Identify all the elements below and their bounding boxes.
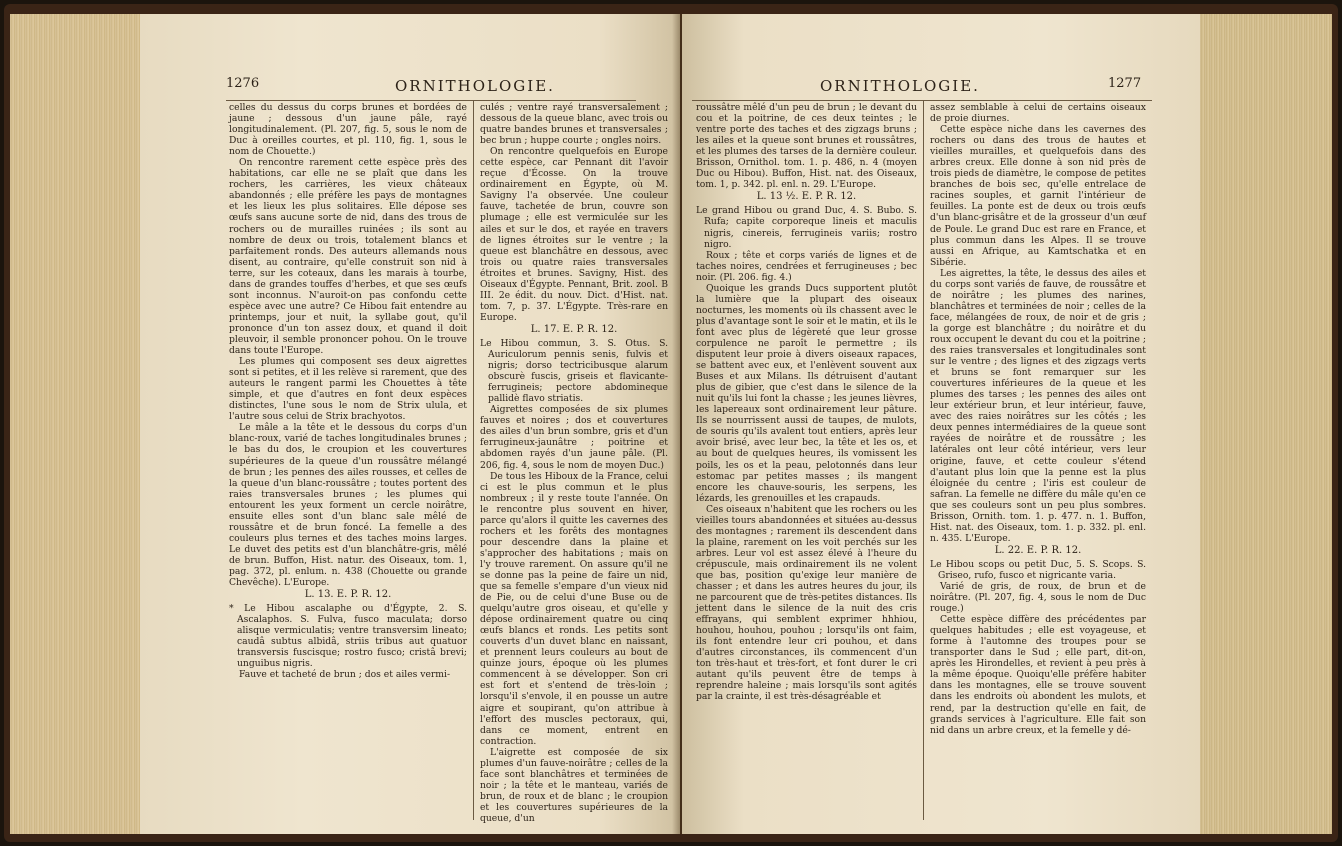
paragraph: Cette espèce niche dans les cavernes des rochers ou dans des trous de hautes et vieilles murailles, et quelquefois dans des arbres creux. Elle donne à son nid près de trois pieds de diamètre, le compose de petites branches de bois sec, qu'elle entrelace de racines souples, et garnit l'intérieur de feuilles. La ponte est de deux ou trois œufs d'un blanc-grisâtre et de la grosseur d'un œuf de Poule. Le grand Duc est rare en France, et plus commun dans les Alpes. Il se trouve aussi en Afrique, au Kamtschatka et en Sibérie. bbox=[930, 124, 1146, 268]
paragraph: Les aigrettes, la tête, le dessus des ailes et du corps sont variés de fauve, de roussâtre et de noirâtre ; les plumes des narines, blanchâtres et terminées de noir ; celles de la face, mélangées de roux, de noir et de gris ; la gorge est blanchâtre ; du noirâtre et du roux occupent le devant du cou et la poitrine ; des raies transversales et longitudinales sont sur le ventre ; des lignes et des zigzags verts et bruns se font remarquer sur les couvertures inférieures de la queue et les plumes des tarses ; les pennes des ailes ont leur extérieur brun, et leur intérieur, fauve, avec des raies noirâtres sur les côtés ; les deux pennes intermédiaires de la queue sont rayées de noirâtre et de roussâtre ; les latérales ont leur côté intérieur, vers leur origine, fauve, et cette couleur s'étend d'autant plus loin que la penne est la plus éloignée du centre ; l'iris est couleur de safran. La femelle ne diffère du mâle qu'en ce que ses couleurs sont un peu plus sombres. Brisson, Ornith. tom. 1. p. 477. n. 1. Buffon, Hist. nat. des Oiseaux, tom. 1. p. 332. pl. enl. n. 435. L'Europe. bbox=[930, 267, 1146, 544]
paragraph: Roux ; tête et corps variés de lignes et de taches noires, cendrées et ferrugineuses ; bec noir. (Pl. 206. fig. 4.) bbox=[696, 249, 917, 283]
paragraph: Fauve et tacheté de brun ; dos et ailes vermi- bbox=[239, 669, 451, 681]
paragraph: Aigrettes composées de six plumes fauves et noires ; dos et couvertures des ailes d'un brun sombre, gris et d'un ferrugineux-jaunâtre ; poitrine et abdomen rayés d'un jaune pâle. (Pl. 206, fig. 4, sous le nom de moyen Duc.) bbox=[480, 404, 668, 471]
measurement-line: L. 22. E. P. R. 12. bbox=[994, 544, 1082, 556]
paragraph: assez semblable à celui de certains oiseaux de proie diurnes. bbox=[930, 102, 1146, 125]
left-page bbox=[140, 14, 680, 834]
page-number: 1277 bbox=[1108, 76, 1142, 91]
paragraph: culés ; ventre rayé transversalement ; dessous de la queue blanc, avec trois ou quatre bandes brunes et transversales ; bec brun ; huppe courte ; ongles noirs. bbox=[480, 102, 668, 147]
running-head: ORNITHOLOGIE. bbox=[395, 77, 555, 95]
column-rule bbox=[923, 100, 924, 820]
species-entry: Le Hibou scops ou petit Duc, 5. S. Scops. S. Griseo, rufo, fusco et nigricante varia. bbox=[930, 558, 1146, 581]
species-entry: Le Hibou commun, 3. S. Otus. S. Auriculorum pennis senis, fulvis et nigris; dorso tectricibusque alarum obscurè fuscis, griseis et flavicante-ferrugineis; pectore abdomineque pallidè flavo striatis. bbox=[480, 337, 668, 405]
left-column-1 bbox=[229, 102, 467, 680]
header-rule bbox=[226, 100, 636, 101]
left-page-edges bbox=[10, 14, 140, 834]
paragraph: De tous les Hiboux de la France, celui ci est le plus commun et le plus nombreux ; il y reste toute l'année. On le rencontre plus souvent en hiver, parce qu'alors il quitte les cavernes des rochers et les forêts des montagnes pour descendre dans la plaine et s'approcher des habitations ; mais on l'y trouve rarement. On assure qu'il ne se donne pas la peine de faire un nid, que sa femelle s'empare d'un vieux nid de Pie, ou de celui d'une Buse ou de quelqu'autre gros oiseau, et qu'elle y dépose ordinairement quatre ou cinq œufs blancs et ronds. Les petits sont couverts d'un duvet blanc en naissant, et prennent leurs couleurs au bout de quinze jours, époque où les plumes commencent à se développer. Son cri est fort et s'entend de très-loin ; lorsqu'il s'envole, il en pousse un autre aigre et soupirant, qu'on attribue à l'effort des muscles pectoraux, qui, dans ce moment, entrent en contraction. bbox=[480, 470, 668, 747]
right-page-edges bbox=[1200, 14, 1332, 834]
paragraph: Quoique les grands Ducs supportent plutôt la lumière que la plupart des oiseaux nocturnes, les moments où ils chassent avec le plus d'avantage sont le soir et le matin, et ils le font avec plus de légèreté que leur grosse corpulence ne paroît le permettre ; ils disputent leur proie à divers oiseaux rapaces, se battent avec eux, et l'enlèvent souvent aux Buses et aux Milans. Ils détruisent d'autant plus de gibier, que c'est dans le silence de la nuit qu'ils lui font la chasse ; les jeunes lièvres, les lapereaux sont ordinairement leur pâture. Ils se nourrissent aussi de taupes, de mulots, de souris qu'ils avalent tout entiers, après leur avoir brisé, avec leur bec, la tête et les os, et au bout de quelques heures, ils vomissent les poils, les os et la peau, pelotonnés dans leur estomac par petites masses ; ils mangent encore les chauve-souris, les serpens, les lézards, les grenouilles et les crapauds. bbox=[696, 282, 917, 504]
column-rule bbox=[473, 100, 474, 820]
paragraph: Les plumes qui composent ses deux aigrettes sont si petites, et il les relève si rarement, que des auteurs le rangent parmi les Chouettes à tête simple, et que d'autres en font deux espèces distinctes, l'une sous le nom de Strix ulula, et l'autre sous celui de Strix brachyotos. bbox=[229, 356, 467, 423]
paragraph: roussâtre mêlé d'un peu de brun ; le devant du cou et la poitrine, de ces deux teintes ; le ventre porte des taches et des zigzags bruns ; les ailes et la queue sont brunes et roussâtres, et les plumes des tarses de la dernière couleur. Brisson, Ornithol. tom. 1. p. 486, n. 4 (moyen Duc ou Hibou). Buffon, Hist. nat. des Oiseaux, tom. 1, p. 342. pl. enl. n. 29. L'Europe. bbox=[696, 102, 917, 191]
running-head: ORNITHOLOGIE. bbox=[820, 77, 980, 95]
paragraph: L'aigrette est composée de six plumes d'un fauve-noirâtre ; celles de la face sont blanchâtres et terminées de noir ; la tête et le manteau, variés de brun, de roux et de blanc ; le croupion et les couvertures supérieures de la queue, d'un bbox=[480, 746, 668, 824]
paragraph: On rencontre quelquefois en Europe cette espèce, car Pennant dit l'avoir reçue d'Écosse. On la trouve ordinairement en Égypte, où M. Savigny l'a observée. Une couleur fauve, tachetée de brun, couvre son plumage ; elle est vermiculée sur les ailes et sur le dos, et rayée en travers de lignes étroites sur le ventre ; la queue est blanchâtre en dessous, avec trois ou quatre raies transversales étroites et brunes. Savigny, Hist. des Oiseaux d'Égypte. Pennant, Brit. zool. B III. 2e édit. du nouv. Dict. d'Hist. nat. tom. 7, p. 37. L'Égypte. Très-rare en Europe. bbox=[480, 146, 668, 323]
measurement-line: L. 17. E. P. R. 12. bbox=[530, 323, 618, 335]
paragraph: On rencontre rarement cette espèce près des habitations, car elle ne se plaît que dans les rochers, les carrières, les vieux châteaux abandonnés ; elle préfère les pays de montagnes et les lieux les plus solitaires. Elle dépose ses œufs sans aucune sorte de nid, dans des trous de rochers ou de murailles ruinées ; ils sont au nombre de deux ou trois, totalement blancs et parfaitement ronds. Des auteurs allemands nous disent, au contraire, qu'elle construit son nid à terre, sur les coteaux, dans les marais à tourbe, dans de grandes touffes d'herbes, et que ses œufs sont inconnus. N'auroit-on pas confondu cette espèce avec une autre? Ce Hibou fait entendre au printemps, jour et nuit, la syllabe gout, qu'il prononce d'un ton assez doux, et quand il doit pleuvoir, il semble prononcer pohou. On le trouve dans toute l'Europe. bbox=[229, 157, 467, 357]
paragraph: Le mâle a la tête et le dessous du corps d'un blanc-roux, varié de taches longitudinales brunes ; le bas du dos, le croupion et les couvertures supérieures de la queue d'un roussâtre mélangé de brun ; les pennes des ailes rousses, et celles de la queue d'un blanc-roussâtre ; toutes portent des raies transversales brunes ; les plumes qui entourent les yeux forment un cercle noirâtre, ensuite elles sont d'un blanc sale mêlé de roussâtre et de brun foncé. La femelle a des couleurs plus ternes et des taches moins larges. Le duvet des petits est d'un blanchâtre-gris, mêlé de brun. Buffon, Hist. natur. des Oiseaux, tom. 1, pag. 372, pl. enlum. n. 438 (Chouette ou grande Chevêche). L'Europe. bbox=[229, 422, 467, 589]
right-column-1 bbox=[696, 102, 917, 703]
paragraph: Cette espèce diffère des précédentes par quelques habitudes ; elle est voyageuse, et forme à l'automne des troupes pour se transporter dans le Sud ; elle part, dit-on, après les Hirondelles, et revient à peu près à la même époque. Quoiqu'elle préfère habiter dans les montagnes, elle se trouve souvent dans les endroits où abondent les mulots, et rend, par la destruction qu'elle en fait, de grands services à l'agriculture. Elle fait son nid dans un arbre creux, et la femelle y dé- bbox=[930, 614, 1146, 736]
paragraph: celles du dessus du corps brunes et bordées de jaune ; dessous d'un jaune pâle, rayé longitudinalement. (Pl. 207, fig. 5, sous le nom de Duc à oreilles courtes, et pl. 110, fig. 1, sous le nom de Chouette.) bbox=[229, 102, 467, 158]
paragraph: Varié de gris, de roux, de brun et de noirâtre. (Pl. 207, fig. 4, sous le nom de Duc rouge.) bbox=[930, 581, 1146, 615]
right-page bbox=[682, 14, 1200, 834]
header-rule bbox=[692, 100, 1152, 101]
paragraph: Ces oiseaux n'habitent que les rochers ou les vieilles tours abandonnées et situées au-dessus des montagnes ; rarement ils descendent dans la plaine, rarement on les voit perchés sur les arbres. Leur vol est assez élevé à l'heure du crépuscule, mais ordinairement ils ne volent que bas, position qu'exige leur manière de chasser ; et dans les autres heures du jour, ils ne parcourent que de très-petites distances. Ils jettent dans le silence de la nuit des cris effrayans, qui semblent exprimer hhhiou, houhou, houhou, pouhou ; lorsqu'ils ont faim, ils font entendre leur cri pouhou, et dans d'autres circonstances, ils commencent d'un ton très-haut et très-fort, et font durer le cri autant qu'ils peuvent être de temps à reprendre haleine ; mais lorsqu'ils sont agités par la crainte, il est très-désagréable et bbox=[696, 503, 917, 703]
measurement-line: L. 13. E. P. R. 12. bbox=[304, 589, 392, 601]
species-entry: * Le Hibou ascalaphe ou d'Égypte, 2. S. Ascalaphos. S. Fulva, fusco maculata; dorso alisque vermiculatis; ventre transversim lineato; caudâ subtus albidâ, striis tribus aut quatuor transversis fuscisque; rostro fusco; cristâ brevi; unguibus nigris. bbox=[229, 603, 467, 670]
left-column-2 bbox=[480, 102, 668, 824]
page-number: 1276 bbox=[226, 76, 260, 91]
right-column-2 bbox=[930, 102, 1146, 736]
species-entry: Le grand Hibou ou grand Duc, 4. S. Bubo. S. Rufa; capite corporeque lineis et maculis nigris, cinereis, ferrugineis variis; rostro nigro. bbox=[696, 205, 917, 250]
measurement-line: L. 13 ½. E. P. R. 12. bbox=[756, 191, 857, 203]
